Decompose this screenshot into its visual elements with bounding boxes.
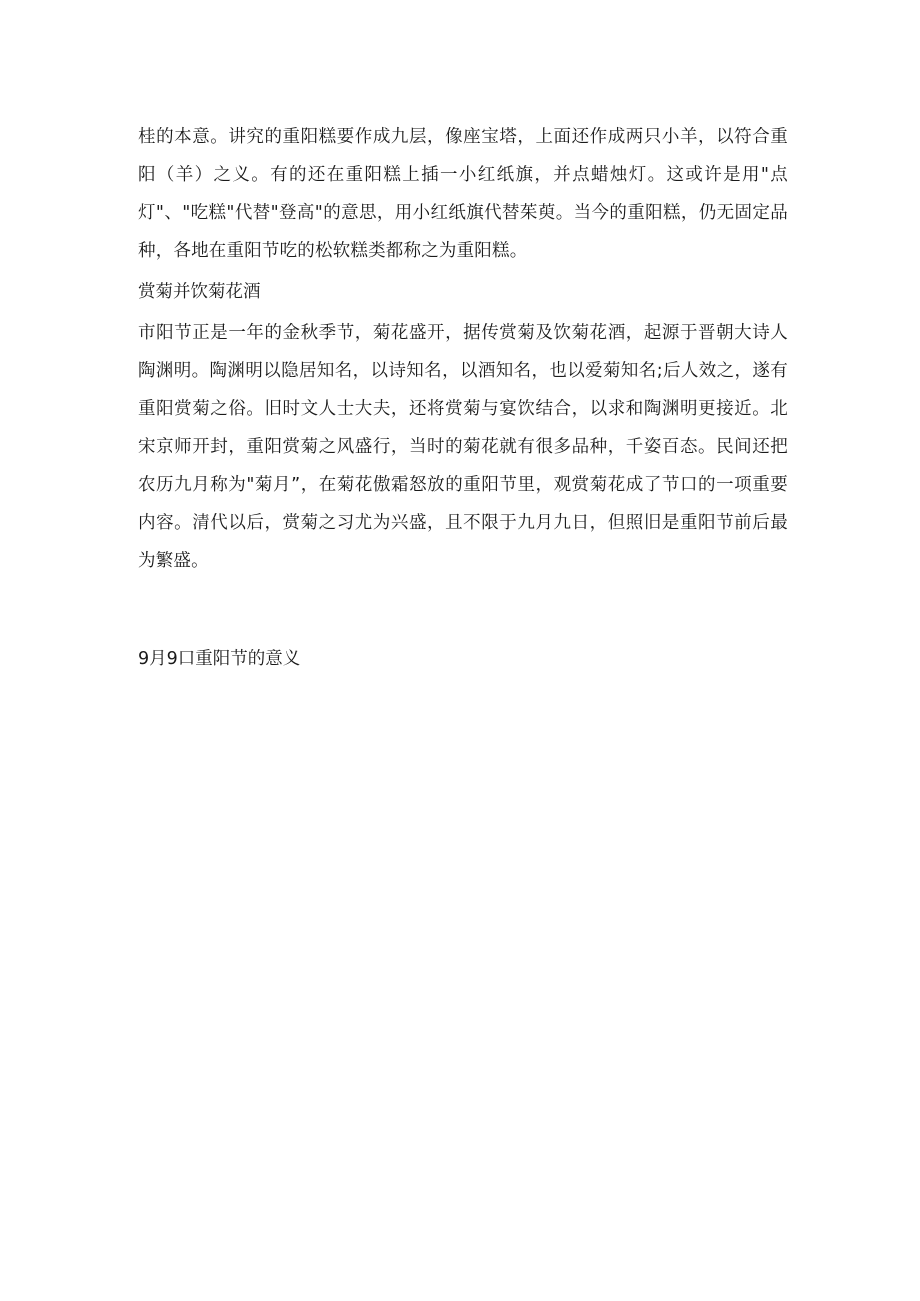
spacer bbox=[138, 580, 788, 640]
paragraph-chrysanthemum-wine: 市阳节正是一年的金秋季节，菊花盛开，据传赏菊及饮菊花酒，起源于晋朝大诗人陶渊明。陶渊明以隐居知名，以诗知名，以酒知名，也以爱菊知名;后人效之，遂有重阳赏菊之俗。旧时文人士大夫，还将赏菊与宴饮结合，以求和陶渊明更接近。北宋京师开封，重阳赏菊之风盛行，当时的菊花就有很多品种，千姿百态。民间还把农历九月称为"菊月”，在菊花傲霜怒放的重阳节里，观赏菊花成了节口的一项重要内容。清代以后，赏菊之习尤为兴盛，且不限于九月九日，但照旧是重阳节前后最为繁盛。 bbox=[138, 323, 788, 571]
paragraph-chongyang-cake: 桂的本意。讲究的重阳糕要作成九层，像座宝塔，上面还作成两只小羊，以符合重阳（羊）之义。有的还在重阳糕上插一小红纸旗，并点蜡烛灯。这或许是用"点灯"、"吃糕"代替"登高"的意思，用小红纸旗代替茱萸。当今的重阳糕，仍无固定品种，各地在重阳节吃的松软糕类都称之为重阳糕。 bbox=[138, 127, 788, 261]
section-heading-chrysanthemum: 赏菊并饮菊花酒 bbox=[138, 282, 261, 302]
document-body bbox=[138, 118, 788, 678]
section-heading-meaning: 9月9口重阳节的意义 bbox=[138, 649, 301, 669]
